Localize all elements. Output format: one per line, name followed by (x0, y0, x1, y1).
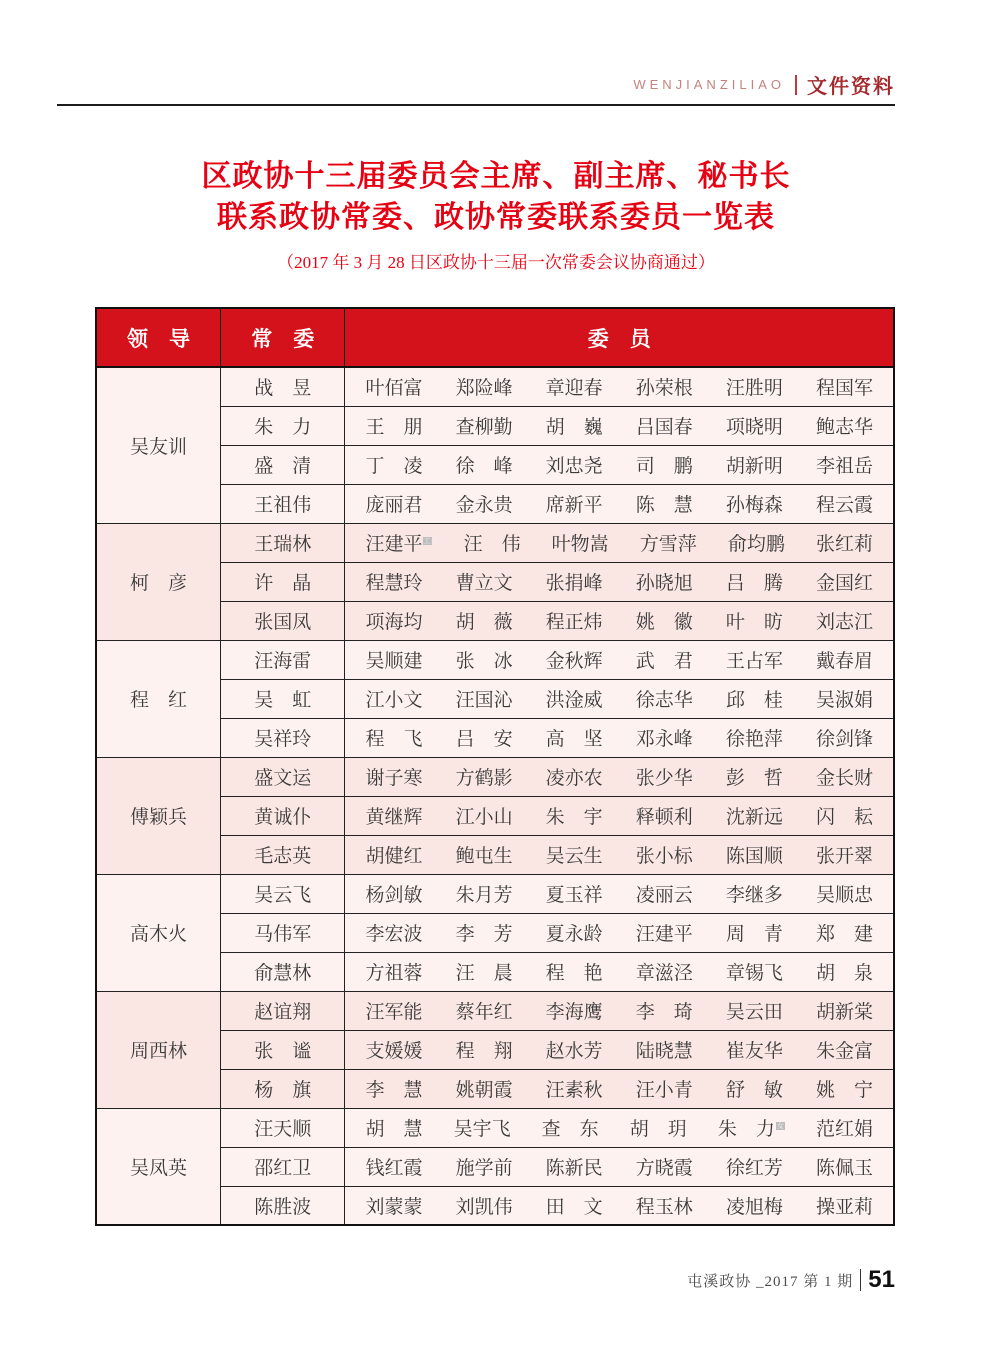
leader-cell: 吴友训 (96, 367, 220, 523)
members-cell (345, 952, 894, 991)
member-name: 程云霞 (815, 495, 873, 516)
member-name: 刘凯伟 (455, 1196, 513, 1218)
changwei-cell: 吴云飞 (220, 874, 344, 913)
member-name: 沈新远 (725, 807, 783, 828)
changwei-cell: 邵红卫 (220, 1147, 344, 1186)
member-name: 徐 峰 (455, 456, 513, 477)
member-name: 王 朋 (365, 417, 423, 438)
member-name: 项海均 (365, 612, 423, 633)
members-cell (345, 718, 894, 757)
footer-divider (860, 1269, 861, 1291)
member-name: 操亚莉 (815, 1196, 873, 1218)
members-row (365, 763, 873, 790)
member-name: 张少华 (635, 768, 693, 789)
member-name: 张开翠 (815, 846, 873, 867)
member-name: 朱月芳 (455, 885, 513, 906)
member-name: 江小文 (365, 690, 423, 711)
member-name: 项晓明 (725, 417, 783, 438)
member-annotation: 工会 (423, 536, 438, 545)
member-name: 程 艳 (545, 963, 603, 984)
member-name: 吴顺建 (365, 651, 423, 672)
members-cell (345, 913, 894, 952)
member-name: 鲍屯生 (455, 846, 513, 867)
member-name: 李 慧 (365, 1080, 423, 1101)
page-footer (687, 1266, 895, 1294)
changwei-cell: 汪海雷 (220, 640, 344, 679)
member-name: 吴云生 (545, 846, 603, 867)
member-name: 夏永龄 (545, 924, 603, 945)
member-name: 陆晓慧 (635, 1041, 693, 1062)
member-name: 江小山 (455, 807, 513, 828)
page-title-line2: 联系政协常委、政协常委联系委员一览表 (217, 201, 775, 234)
members-row (365, 724, 873, 751)
member-name: 李宏波 (365, 924, 423, 945)
table-row (96, 523, 894, 562)
member-name: 刘志江 (815, 612, 873, 633)
member-name: 邓永峰 (635, 729, 693, 750)
members-cell (345, 1108, 894, 1147)
member-name: 张 冰 (455, 651, 513, 672)
member-name: 支媛媛 (365, 1041, 423, 1062)
member-name: 程 翔 (455, 1041, 513, 1062)
member-name: 谢子寒 (365, 768, 423, 789)
member-name: 丁 凌 (365, 456, 423, 477)
header-weiyuan: 委 员 (345, 308, 894, 367)
header-rule (57, 104, 895, 106)
members-row (365, 412, 873, 439)
members-row (365, 802, 873, 829)
members-row (365, 607, 873, 634)
members-cell (345, 835, 894, 874)
member-name: 刘忠尧 (545, 456, 603, 477)
page-number: 51 (868, 1266, 895, 1293)
member-name: 周 青 (725, 924, 783, 945)
changwei-cell: 赵谊翔 (220, 991, 344, 1030)
masthead-divider (795, 75, 797, 95)
member-name: 孙晓旭 (635, 573, 693, 594)
member-name: 汪胜明 (725, 378, 783, 400)
member-name: 高 坚 (545, 729, 603, 750)
member-name: 俞均鹏 (727, 534, 785, 555)
member-name: 叶物嵩 (551, 534, 609, 555)
member-name: 吴淑娟 (815, 690, 873, 711)
member-name: 武 君 (635, 651, 693, 672)
leader-cell: 柯 彦 (96, 523, 220, 640)
member-name: 孙荣根 (635, 378, 693, 400)
changwei-cell: 黄诚仆 (220, 796, 344, 835)
member-name: 席新平 (545, 495, 603, 516)
member-name: 方祖蓉 (365, 963, 423, 984)
changwei-cell: 王祖伟 (220, 484, 344, 523)
member-name: 胡 玥 (629, 1119, 687, 1140)
members-row (365, 997, 873, 1024)
member-name: 章锡飞 (725, 963, 783, 984)
table-row (96, 1108, 894, 1147)
member-name: 凌丽云 (635, 885, 693, 906)
members-row (365, 958, 873, 985)
leader-cell: 吴凤英 (96, 1108, 220, 1225)
member-name: 姚朝霞 (455, 1080, 513, 1101)
member-name: 闪 耘 (815, 807, 873, 828)
member-name: 邱 桂 (725, 690, 783, 711)
member-name: 田 文 (545, 1196, 603, 1218)
member-name: 程正炜 (545, 612, 603, 633)
member-name: 程 飞 (365, 729, 423, 750)
member-name: 吕 安 (455, 729, 513, 750)
member-name: 方晓霞 (635, 1158, 693, 1179)
member-name: 朱 宇 (545, 807, 603, 828)
member-name: 汪素秋 (545, 1080, 603, 1101)
members-cell (345, 991, 894, 1030)
members-cell (345, 484, 894, 523)
members-row (365, 1192, 873, 1219)
member-name: 释顿利 (635, 807, 693, 828)
members-cell (345, 796, 894, 835)
member-name: 方鹤影 (455, 768, 513, 789)
members-cell (345, 640, 894, 679)
changwei-cell: 盛 清 (220, 445, 344, 484)
members-cell (345, 562, 894, 601)
members-cell (345, 1030, 894, 1069)
members-row (365, 685, 873, 712)
member-name: 金永贵 (455, 495, 513, 516)
members-cell (345, 1186, 894, 1225)
journal-name: 屯溪政协 _2017 第 1 期 (687, 1273, 854, 1290)
members-cell (345, 1069, 894, 1108)
leader-cell: 周西林 (96, 991, 220, 1108)
member-name: 徐剑锋 (815, 729, 873, 750)
changwei-cell: 吴祥玲 (220, 718, 344, 757)
member-name: 李海鹰 (545, 1002, 603, 1023)
member-name: 张红莉 (815, 534, 873, 555)
member-name: 汪 晨 (455, 963, 513, 984)
member-name: 凌亦农 (545, 768, 603, 789)
member-name: 章迎春 (545, 378, 603, 400)
member-name: 吴云田 (725, 1002, 783, 1023)
members-cell (345, 445, 894, 484)
table-row (96, 640, 894, 679)
member-name: 施学前 (455, 1158, 513, 1179)
leader-cell: 程 红 (96, 640, 220, 757)
table-row (96, 367, 894, 406)
members-row (365, 1036, 873, 1063)
member-name: 吕 腾 (725, 573, 783, 594)
page-title-line1: 区政协十三届委员会主席、副主席、秘书长 (201, 160, 791, 193)
page-subtitle: （2017 年 3 月 28 日区政协十三届一次常委会议协商通过） (277, 253, 715, 272)
member-name: 蔡年红 (455, 1002, 513, 1023)
title-block (0, 156, 992, 273)
member-name: 胡新明 (725, 456, 783, 477)
member-name: 黄继辉 (365, 807, 423, 828)
member-name: 徐艳萍 (725, 729, 783, 750)
member-name: 杨剑敏 (365, 885, 423, 906)
table-header (96, 308, 894, 367)
members-row (365, 1114, 873, 1141)
member-name: 钱红霞 (365, 1158, 423, 1179)
members-cell (345, 523, 894, 562)
member-name: 叶佰富 (365, 378, 423, 400)
member-name: 程玉林 (635, 1196, 693, 1218)
member-name: 孙梅森 (725, 495, 783, 516)
table-row (96, 757, 894, 796)
member-name: 叶 昉 (725, 612, 783, 633)
member-name: 金国红 (815, 573, 873, 594)
member-name: 张捐峰 (545, 573, 603, 594)
member-name: 郑 建 (815, 924, 873, 945)
member-name: 金长财 (815, 768, 873, 789)
changwei-cell: 毛志英 (220, 835, 344, 874)
changwei-cell: 吴 虹 (220, 679, 344, 718)
member-name: 范红娟 (815, 1119, 873, 1140)
member-name: 崔友华 (725, 1041, 783, 1062)
member-name: 鲍志华 (815, 417, 873, 438)
member-name: 李继多 (725, 885, 783, 906)
member-name: 汪 伟 (463, 534, 521, 555)
masthead-section-title: 文件资料 (807, 76, 895, 98)
member-name: 胡健红 (365, 846, 423, 867)
member-name: 查 东 (541, 1119, 599, 1140)
member-name: 查柳勤 (455, 417, 513, 438)
changwei-cell: 朱 力 (220, 406, 344, 445)
member-name: 李祖岳 (815, 456, 873, 477)
member-name: 陈佩玉 (815, 1158, 873, 1179)
member-name: 陈国顺 (725, 846, 783, 867)
changwei-cell: 张 谧 (220, 1030, 344, 1069)
member-name: 李 琦 (635, 1002, 693, 1023)
changwei-cell: 张国凤 (220, 601, 344, 640)
members-row (365, 568, 873, 595)
header-changwei: 常 委 (220, 308, 344, 367)
member-name: 张小标 (635, 846, 693, 867)
members-row (365, 373, 873, 400)
member-name: 汪国沁 (455, 690, 513, 711)
members-row (365, 841, 873, 868)
member-name: 吴宇飞 (453, 1119, 511, 1140)
leader-cell: 高木火 (96, 874, 220, 991)
member-name: 程国军 (815, 378, 873, 400)
member-name: 朱 力 $^女$ (717, 1119, 784, 1140)
members-row (365, 1075, 873, 1102)
member-name: 庞丽君 (365, 495, 423, 516)
leader-cell: 傅颖兵 (96, 757, 220, 874)
member-name: 章滋泾 (635, 963, 693, 984)
member-name: 刘蒙蒙 (365, 1196, 423, 1218)
members-row (365, 646, 873, 673)
member-name: 胡 泉 (815, 963, 873, 984)
member-name: 姚 宁 (815, 1080, 873, 1101)
member-name: 汪建平 (635, 924, 693, 945)
member-name: 王占军 (725, 651, 783, 672)
member-name: 彭 哲 (725, 768, 783, 789)
roster-table (95, 307, 895, 1226)
member-name: 舒 敏 (725, 1080, 783, 1101)
member-name: 陈 慧 (635, 495, 693, 516)
member-name: 姚 徽 (635, 612, 693, 633)
member-name: 方雪萍 (639, 534, 697, 555)
header-leader: 领 导 (96, 308, 220, 367)
table-row (96, 991, 894, 1030)
members-row (365, 529, 873, 556)
table-header-row (96, 308, 894, 367)
member-name: 洪淦威 (545, 690, 603, 711)
member-name: 胡 慧 (365, 1119, 423, 1140)
changwei-cell: 杨 旗 (220, 1069, 344, 1108)
members-row (365, 490, 873, 517)
member-name: 汪军能 (365, 1002, 423, 1023)
changwei-cell: 王瑞林 (220, 523, 344, 562)
member-name: 戴春眉 (815, 651, 873, 672)
member-name: 曹立文 (455, 573, 513, 594)
member-name: 郑险峰 (455, 378, 513, 400)
member-name: 李 芳 (455, 924, 513, 945)
member-name: 吴顺忠 (815, 885, 873, 906)
members-row (365, 1153, 873, 1180)
members-cell (345, 601, 894, 640)
member-name: 胡新棠 (815, 1002, 873, 1023)
member-name: 朱金富 (815, 1041, 873, 1062)
masthead (633, 70, 895, 99)
member-name: 金秋辉 (545, 651, 603, 672)
member-name: 胡 巍 (545, 417, 603, 438)
changwei-cell: 俞慧林 (220, 952, 344, 991)
members-cell (345, 874, 894, 913)
members-row (365, 919, 873, 946)
member-name: 胡 薇 (455, 612, 513, 633)
changwei-cell: 许 晶 (220, 562, 344, 601)
member-name: 凌旭梅 (725, 1196, 783, 1218)
members-row (365, 880, 873, 907)
member-name: 徐志华 (635, 690, 693, 711)
table-body (96, 367, 894, 1225)
members-cell (345, 406, 894, 445)
changwei-cell: 陈胜波 (220, 1186, 344, 1225)
member-name: 徐红芳 (725, 1158, 783, 1179)
member-annotation: 女 (776, 1121, 784, 1130)
members-cell (345, 1147, 894, 1186)
changwei-cell: 盛文运 (220, 757, 344, 796)
table-row (96, 874, 894, 913)
changwei-cell: 汪天顺 (220, 1108, 344, 1147)
member-name: 赵水芳 (545, 1041, 603, 1062)
masthead-pinyin: WENJIANZILIAO (633, 77, 785, 92)
changwei-cell: 马伟军 (220, 913, 344, 952)
members-cell (345, 757, 894, 796)
member-name: 汪小青 (635, 1080, 693, 1101)
members-row (365, 451, 873, 478)
member-name: 司 鹏 (635, 456, 693, 477)
members-cell (345, 367, 894, 406)
changwei-cell: 战 昱 (220, 367, 344, 406)
member-name: 汪建平$^{工会}$ (365, 534, 438, 555)
members-cell (345, 679, 894, 718)
member-name: 程慧玲 (365, 573, 423, 594)
member-name: 吕国春 (635, 417, 693, 438)
member-name: 陈新民 (545, 1158, 603, 1179)
member-name: 夏玉祥 (545, 885, 603, 906)
